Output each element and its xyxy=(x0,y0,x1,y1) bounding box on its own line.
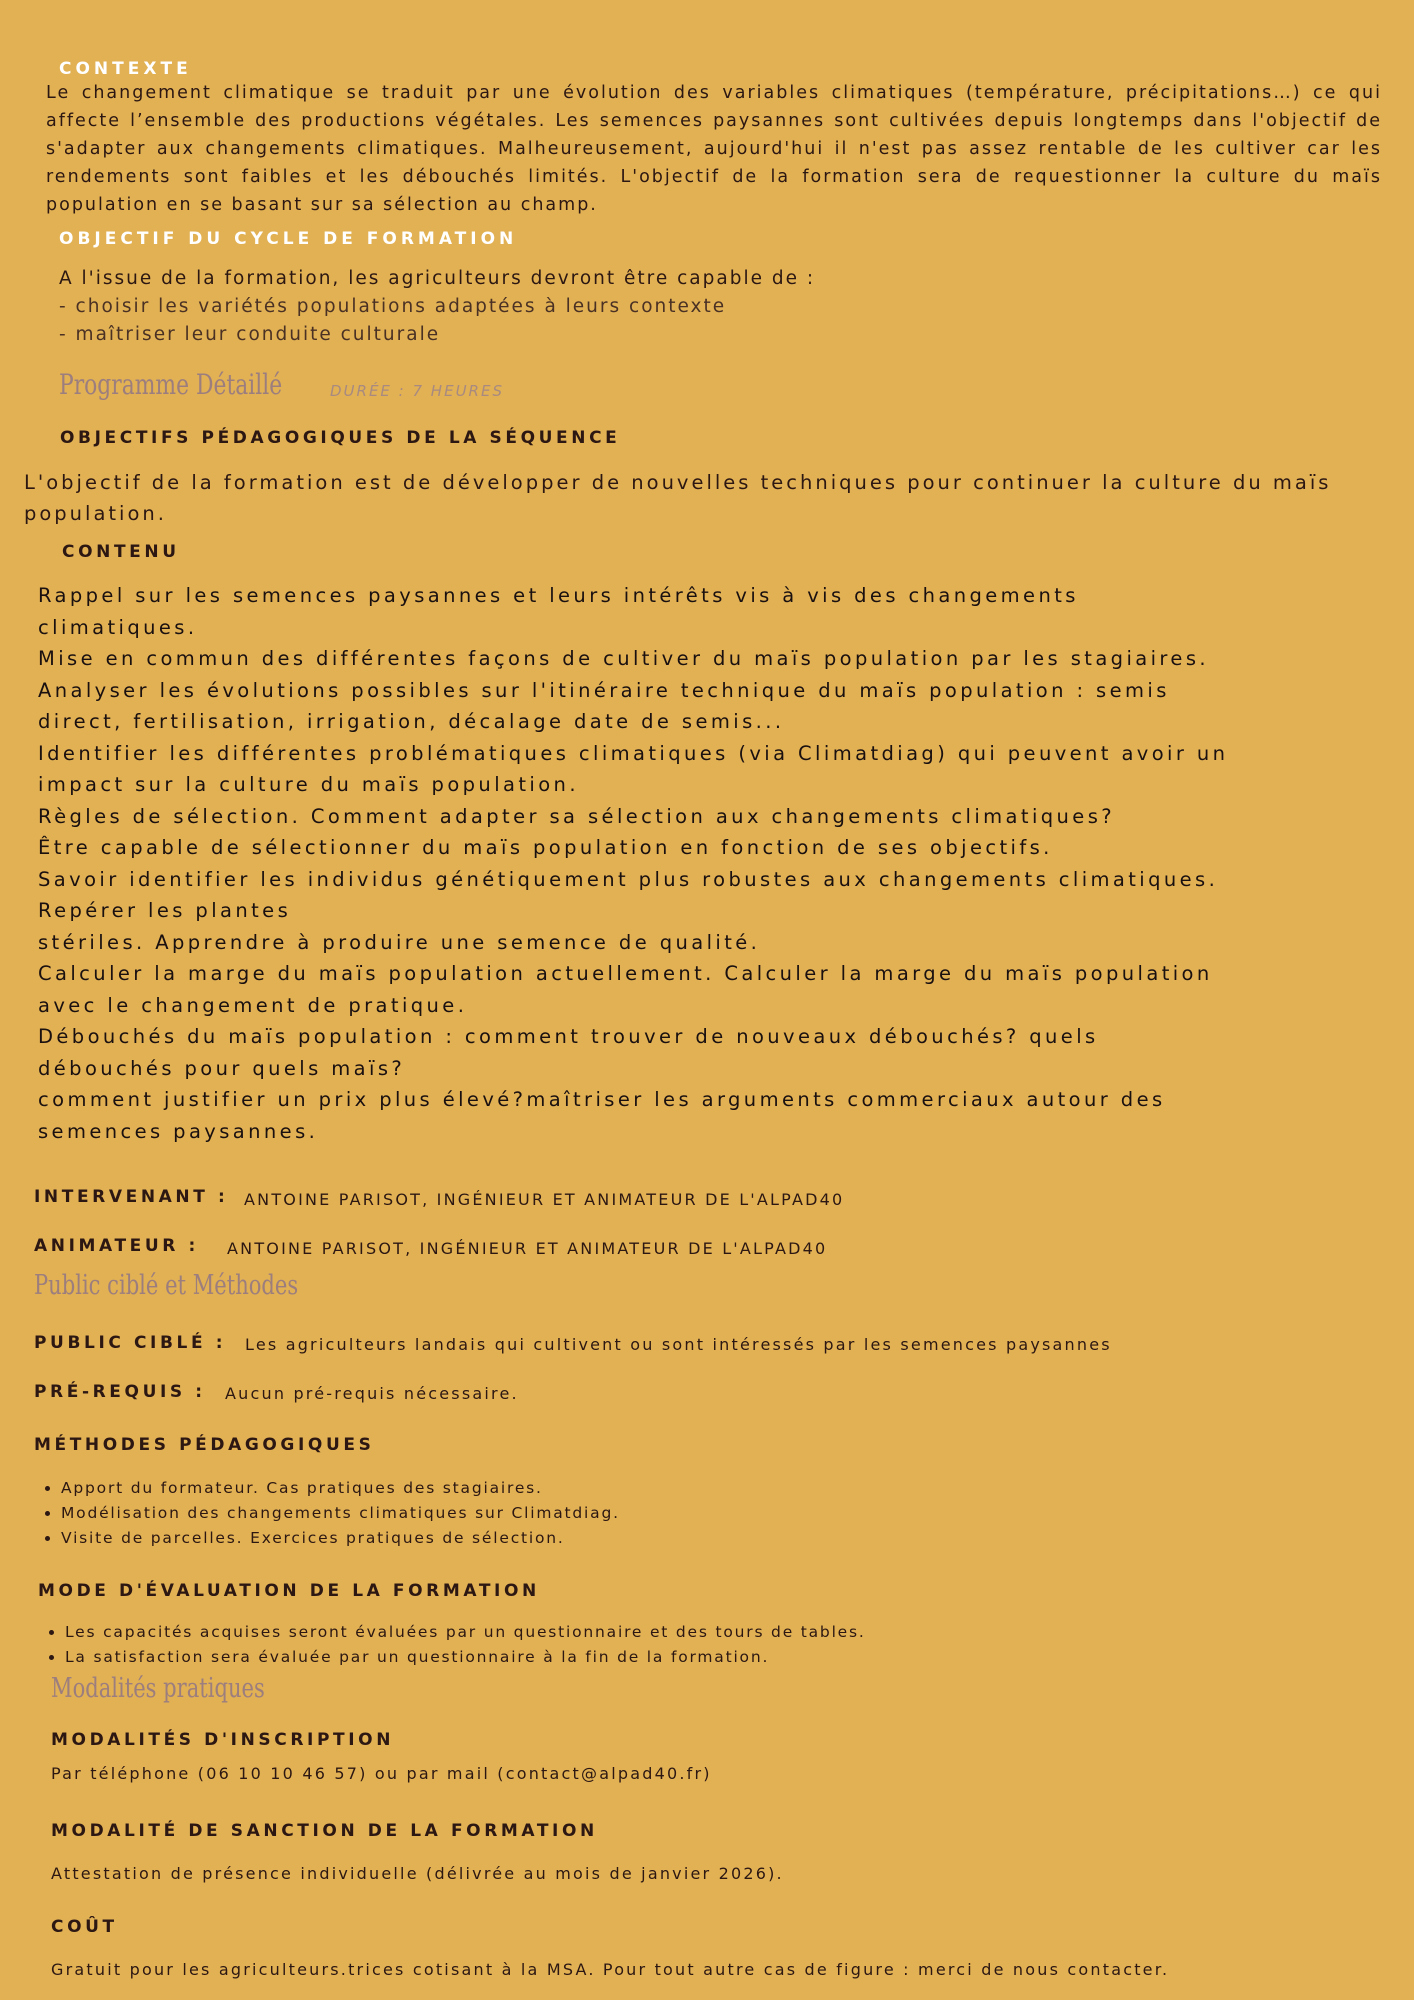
contexte-text: Le changement climatique se traduit par une évolution des variables climatiques (température, précipitations…) ce qui affecte l’ensemble des productions végétales. Les semences paysannes sont cultivées depuis longtemps dans l'objectif de s'adapter aux changements climatiques. Malheureusement, aujourd'hui il n'est pas assez rentable de les cultiver car les rendements sont faibles et les débouchés limités. L'objectif de la formation sera de requestionner la culture du maïs population en se basant sur sa sélection au champ. xyxy=(46,83,1382,215)
evaluation-item: • La satisfaction sera évaluée par un questionnaire à la fin de la formation. xyxy=(65,1645,1338,1670)
contenu-line: comment justifier un prix plus élevé?maîtriser les arguments commerciaux autour des xyxy=(38,1088,1166,1111)
modalites-section-title: Modalités pratiques xyxy=(51,1673,265,1704)
methodes-item: • Modélisation des changements climatiques sur Climatdiag. xyxy=(61,1501,1334,1526)
inscription-heading: MODALITÉS D'INSCRIPTION xyxy=(51,1730,395,1750)
objectif-cycle-item: - choisir les variétés populations adaptées à leurs contexte xyxy=(59,296,727,317)
public-section-title: Public ciblé et Méthodes xyxy=(34,1270,299,1301)
contenu-line: Repérer les plantes xyxy=(38,899,292,922)
contenu-line: débouchés pour quels maïs? xyxy=(38,1056,406,1080)
public-cible-label: PUBLIC CIBLÉ : xyxy=(34,1333,227,1353)
animateur-label: ANIMATEUR : xyxy=(34,1236,199,1256)
methodes-item: • Apport du formateur. Cas pratiques des stagiaires. xyxy=(61,1476,1334,1501)
contenu-line: Règles de sélection. Comment adapter sa sélection aux changements climatiques? xyxy=(38,804,1116,828)
cout-text: Gratuit pour les agriculteurs.trices cotisant à la MSA. Pour tout autre cas de figure : merci de nous contacter. xyxy=(51,1960,1170,1979)
programme-title: Programme Détaillé xyxy=(59,368,283,401)
contenu-line: climatiques. xyxy=(38,615,198,639)
contenu-list xyxy=(38,580,1398,1147)
objectifs-sequence-text: L'objectif de la formation est de développer de nouvelles techniques pour continuer la culture du maïs population. xyxy=(24,471,1332,525)
contenu-line: impact sur la culture du maïs population. xyxy=(38,773,579,796)
evaluation-heading: MODE D'ÉVALUATION DE LA FORMATION xyxy=(38,1581,540,1601)
contenu-line: Calculer la marge du maïs population actuellement. Calculer la marge du maïs population xyxy=(38,962,1213,985)
evaluation-item: • Les capacités acquises seront évaluées par un questionnaire et des tours de tables. xyxy=(65,1620,1338,1645)
contenu-line: Analyser les évolutions possibles sur l'itinéraire technique du maïs population : semis xyxy=(38,678,1170,702)
contenu-line: Identifier les différentes problématiques climatiques (via Climatdiag) qui peuvent avoir un xyxy=(38,741,1229,765)
inscription-text: Par téléphone (06 10 10 46 57) ou par mail (contact@alpad40.fr) xyxy=(51,1764,712,1783)
evaluation-list xyxy=(38,1620,1338,1670)
prerequis-label: PRÉ-REQUIS : xyxy=(34,1382,206,1402)
contexte-heading: CONTEXTE xyxy=(59,59,192,79)
sanction-heading: MODALITÉ DE SANCTION DE LA FORMATION xyxy=(51,1821,598,1841)
contenu-line: Débouchés du maïs population : comment trouver de nouveaux débouchés? quels xyxy=(38,1025,1099,1048)
methodes-heading: MÉTHODES PÉDAGOGIQUES xyxy=(34,1435,375,1455)
duration-label: DURÉE : 7 HEURES xyxy=(330,382,504,400)
sanction-text: Attestation de présence individuelle (délivrée au mois de janvier 2026). xyxy=(51,1864,784,1883)
intervenant-value: ANTOINE PARISOT, INGÉNIEUR ET ANIMATEUR DE L'ALPAD40 xyxy=(244,1190,845,1209)
objectif-cycle-heading: OBJECTIF DU CYCLE DE FORMATION xyxy=(59,229,518,249)
public-cible-value: Les agriculteurs landais qui cultivent ou sont intéressés par les semences paysannes xyxy=(245,1335,1112,1354)
contenu-line: Mise en commun des différentes façons de cultiver du maïs population par les stagiaires. xyxy=(38,647,1209,670)
animateur-value: ANTOINE PARISOT, INGÉNIEUR ET ANIMATEUR DE L'ALPAD40 xyxy=(227,1239,828,1258)
methodes-list xyxy=(34,1476,1334,1551)
objectif-cycle-intro: A l'issue de la formation, les agriculteurs devront être capable de : xyxy=(59,268,816,289)
contenu-line: direct, fertilisation, irrigation, décalage date de semis... xyxy=(38,710,785,733)
contenu-line: Être capable de sélectionner du maïs population en fonction de ses objectifs. xyxy=(38,836,1053,859)
prerequis-value: Aucun pré-requis nécessaire. xyxy=(225,1384,519,1403)
intervenant-label: INTERVENANT : xyxy=(34,1187,229,1207)
contenu-line: stériles. Apprendre à produire une semence de qualité. xyxy=(38,930,761,954)
contenu-line: semences paysannes. xyxy=(38,1119,319,1143)
contenu-line: Rappel sur les semences paysannes et leurs intérêts vis à vis des changements xyxy=(38,584,1079,607)
contenu-line: avec le changement de pratique. xyxy=(38,993,468,1017)
objectifs-sequence-heading: OBJECTIFS PÉDAGOGIQUES DE LA SÉQUENCE xyxy=(60,428,621,448)
contenu-heading: CONTENU xyxy=(62,542,180,562)
objectif-cycle-item: - maîtriser leur conduite culturale xyxy=(59,324,441,345)
methodes-item: • Visite de parcelles. Exercices pratiques de sélection. xyxy=(61,1526,1334,1551)
cout-heading: COÛT xyxy=(51,1917,118,1937)
contenu-line: Savoir identifier les individus génétiquement plus robustes aux changements climatiques. xyxy=(38,867,1219,891)
